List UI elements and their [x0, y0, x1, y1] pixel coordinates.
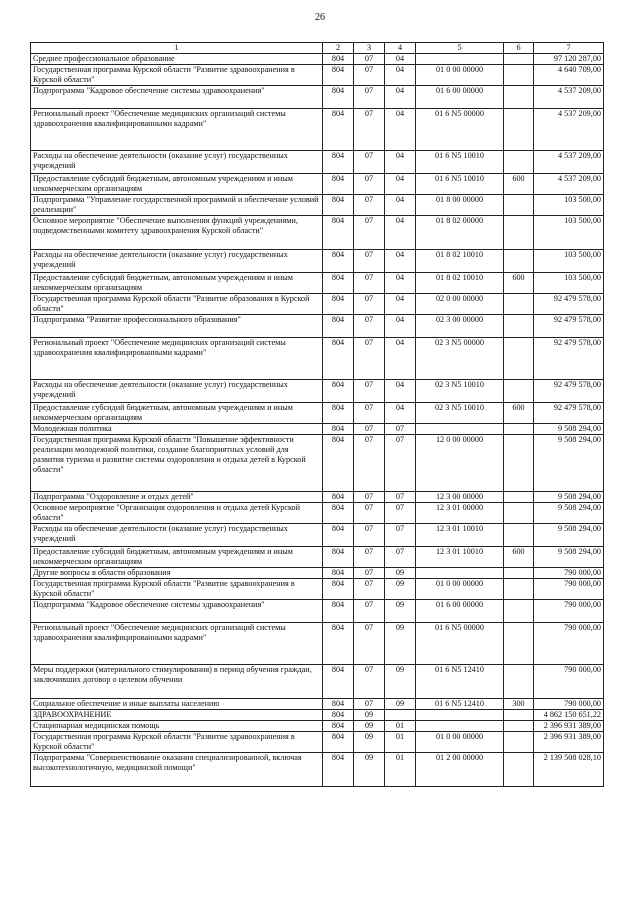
target-item-cell: 02 3 N5 10010	[416, 380, 504, 403]
table-row	[31, 424, 604, 435]
expense-type-cell	[504, 623, 534, 665]
row-name-cell: Социальное обеспечение и иные выплаты населению	[31, 699, 323, 710]
table-row	[31, 174, 604, 195]
subsection-code-cell: 04	[385, 86, 416, 109]
page-number: 26	[315, 12, 325, 23]
subsection-code-cell: 07	[385, 524, 416, 547]
expense-type-cell	[504, 568, 534, 579]
ministry-code-cell: 804	[323, 216, 354, 250]
row-name-cell: Предоставление субсидий бюджетным, автономным учреждениям и иным некоммерческим организациям	[31, 273, 323, 294]
target-item-cell: 12 0 00 00000	[416, 435, 504, 492]
subsection-code-cell: 04	[385, 403, 416, 424]
target-item-cell: 02 3 N5 00000	[416, 338, 504, 380]
amount-cell: 92 479 578,00	[534, 294, 604, 315]
subsection-code-cell: 09	[385, 623, 416, 665]
section-code-cell: 07	[354, 524, 385, 547]
expense-type-cell	[504, 250, 534, 273]
budget-table	[30, 42, 604, 787]
row-name-cell: Региональный проект "Обеспечение медицинских организаций системы здравоохранения квалифицированными кадрами"	[31, 338, 323, 380]
ministry-code-cell: 804	[323, 492, 354, 503]
table-row	[31, 547, 604, 568]
expense-type-cell: 300	[504, 699, 534, 710]
subsection-code-cell: 04	[385, 54, 416, 65]
expense-type-cell	[504, 338, 534, 380]
amount-cell: 4 862 150 651,22	[534, 710, 604, 721]
section-code-cell: 07	[354, 503, 385, 524]
column-header: 6	[504, 43, 534, 54]
row-name-cell: Государственная программа Курской области "Развитие здравоохранения в Курской области"	[31, 732, 323, 753]
expense-type-cell	[504, 600, 534, 623]
table-row	[31, 600, 604, 623]
section-code-cell: 07	[354, 492, 385, 503]
ministry-code-cell: 804	[323, 109, 354, 151]
amount-cell: 9 508 294,00	[534, 435, 604, 492]
amount-cell: 9 508 294,00	[534, 424, 604, 435]
subsection-code-cell: 01	[385, 721, 416, 732]
section-code-cell: 07	[354, 403, 385, 424]
table-row	[31, 250, 604, 273]
target-item-cell: 12 3 01 10010	[416, 524, 504, 547]
amount-cell: 2 396 931 389,00	[534, 721, 604, 732]
ministry-code-cell: 804	[323, 294, 354, 315]
expense-type-cell	[504, 732, 534, 753]
subsection-code-cell: 04	[385, 338, 416, 380]
amount-cell: 9 508 294,00	[534, 503, 604, 524]
section-code-cell: 07	[354, 623, 385, 665]
section-code-cell: 07	[354, 568, 385, 579]
subsection-code-cell: 04	[385, 273, 416, 294]
table-row	[31, 273, 604, 294]
table-row	[31, 403, 604, 424]
target-item-cell: 01 0 00 00000	[416, 732, 504, 753]
target-item-cell: 12 3 01 10010	[416, 547, 504, 568]
target-item-cell: 12 3 01 00000	[416, 503, 504, 524]
amount-cell: 9 508 294,00	[534, 547, 604, 568]
expense-type-cell	[504, 435, 534, 492]
target-item-cell	[416, 721, 504, 732]
table-row	[31, 315, 604, 338]
subsection-code-cell: 04	[385, 174, 416, 195]
table-row	[31, 380, 604, 403]
column-header: 5	[416, 43, 504, 54]
amount-cell: 790 000,00	[534, 699, 604, 710]
expense-type-cell	[504, 86, 534, 109]
ministry-code-cell: 804	[323, 250, 354, 273]
subsection-code-cell: 04	[385, 151, 416, 174]
table-row	[31, 732, 604, 753]
subsection-code-cell	[385, 710, 416, 721]
column-header: 4	[385, 43, 416, 54]
amount-cell: 4 537 209,00	[534, 86, 604, 109]
target-item-cell: 01 8 02 10010	[416, 250, 504, 273]
row-name-cell: Государственная программа Курской области "Развитие здравоохранения в Курской области"	[31, 579, 323, 600]
expense-type-cell: 600	[504, 547, 534, 568]
target-item-cell: 01 6 N5 12410	[416, 699, 504, 710]
amount-cell: 92 479 578,00	[534, 315, 604, 338]
section-code-cell: 07	[354, 294, 385, 315]
section-code-cell: 07	[354, 547, 385, 568]
section-code-cell: 09	[354, 721, 385, 732]
table-row	[31, 579, 604, 600]
ministry-code-cell: 804	[323, 403, 354, 424]
column-header: 2	[323, 43, 354, 54]
row-name-cell: Подпрограмма "Оздоровление и отдых детей"	[31, 492, 323, 503]
ministry-code-cell: 804	[323, 547, 354, 568]
subsection-code-cell: 09	[385, 600, 416, 623]
ministry-code-cell: 804	[323, 623, 354, 665]
ministry-code-cell: 804	[323, 435, 354, 492]
table-row	[31, 195, 604, 216]
row-name-cell: Предоставление субсидий бюджетным, автономным учреждениям и иным некоммерческим организациям	[31, 403, 323, 424]
section-code-cell: 09	[354, 753, 385, 787]
target-item-cell: 01 2 00 00000	[416, 753, 504, 787]
target-item-cell: 01 6 N5 00000	[416, 109, 504, 151]
target-item-cell: 01 6 N5 12410	[416, 665, 504, 699]
ministry-code-cell: 804	[323, 503, 354, 524]
section-code-cell: 09	[354, 710, 385, 721]
table-row	[31, 109, 604, 151]
subsection-code-cell: 07	[385, 435, 416, 492]
subsection-code-cell: 09	[385, 579, 416, 600]
expense-type-cell: 600	[504, 273, 534, 294]
expense-type-cell	[504, 424, 534, 435]
subsection-code-cell: 09	[385, 568, 416, 579]
row-name-cell: Основное мероприятие "Обеспечение выполнения функций учреждениями, подведомственными комитету здравоохранения Курской области"	[31, 216, 323, 250]
expense-type-cell: 600	[504, 174, 534, 195]
subsection-code-cell: 09	[385, 665, 416, 699]
table-row	[31, 492, 604, 503]
row-name-cell: Расходы на обеспечение деятельности (оказание услуг) государственных учреждений	[31, 380, 323, 403]
section-code-cell: 07	[354, 338, 385, 380]
section-code-cell: 07	[354, 250, 385, 273]
amount-cell: 9 508 294,00	[534, 524, 604, 547]
target-item-cell: 02 3 00 00000	[416, 315, 504, 338]
target-item-cell	[416, 424, 504, 435]
row-name-cell: Расходы на обеспечение деятельности (оказание услуг) государственных учреждений	[31, 524, 323, 547]
table-row	[31, 699, 604, 710]
row-name-cell: Основное мероприятие "Организация оздоровления и отдыха детей Курской области"	[31, 503, 323, 524]
amount-cell: 103 500,00	[534, 216, 604, 250]
ministry-code-cell: 804	[323, 753, 354, 787]
section-code-cell: 07	[354, 315, 385, 338]
table-row	[31, 86, 604, 109]
expense-type-cell	[504, 579, 534, 600]
section-code-cell: 07	[354, 435, 385, 492]
amount-cell: 4 640 709,00	[534, 65, 604, 86]
target-item-cell: 01 6 N5 00000	[416, 623, 504, 665]
expense-type-cell	[504, 753, 534, 787]
ministry-code-cell: 804	[323, 86, 354, 109]
subsection-code-cell: 04	[385, 65, 416, 86]
row-name-cell: Государственная программа Курской области "Повышение эффективности реализации молодежной политики, создание благоприятных условий для развития туризма и развитие системы оздоровления и отдыха детей в Курской области"	[31, 435, 323, 492]
row-name-cell: Подпрограмма "Развитие профессионального образования"	[31, 315, 323, 338]
amount-cell: 103 500,00	[534, 250, 604, 273]
expense-type-cell	[504, 503, 534, 524]
section-code-cell: 07	[354, 195, 385, 216]
expense-type-cell	[504, 315, 534, 338]
ministry-code-cell: 804	[323, 424, 354, 435]
amount-cell: 4 537 209,00	[534, 109, 604, 151]
amount-cell: 790 000,00	[534, 623, 604, 665]
amount-cell: 2 396 931 389,00	[534, 732, 604, 753]
section-code-cell: 07	[354, 86, 385, 109]
amount-cell: 2 139 508 028,10	[534, 753, 604, 787]
column-header-row	[31, 43, 604, 54]
ministry-code-cell: 804	[323, 732, 354, 753]
row-name-cell: Подпрограмма "Кадровое обеспечение системы здравоохранения"	[31, 600, 323, 623]
ministry-code-cell: 804	[323, 195, 354, 216]
target-item-cell: 01 8 00 00000	[416, 195, 504, 216]
subsection-code-cell: 07	[385, 492, 416, 503]
subsection-code-cell: 09	[385, 699, 416, 710]
row-name-cell: Расходы на обеспечение деятельности (оказание услуг) государственных учреждений	[31, 250, 323, 273]
table-row	[31, 568, 604, 579]
amount-cell: 92 479 578,00	[534, 403, 604, 424]
ministry-code-cell: 804	[323, 699, 354, 710]
row-name-cell: Другие вопросы в области образования	[31, 568, 323, 579]
ministry-code-cell: 804	[323, 65, 354, 86]
expense-type-cell: 600	[504, 403, 534, 424]
ministry-code-cell: 804	[323, 273, 354, 294]
table-row	[31, 54, 604, 65]
subsection-code-cell: 04	[385, 315, 416, 338]
section-code-cell: 07	[354, 424, 385, 435]
ministry-code-cell: 804	[323, 54, 354, 65]
row-name-cell: Региональный проект "Обеспечение медицинских организаций системы здравоохранения квалифицированными кадрами"	[31, 623, 323, 665]
column-header: 7	[534, 43, 604, 54]
expense-type-cell	[504, 109, 534, 151]
table-row	[31, 753, 604, 787]
table-row	[31, 524, 604, 547]
amount-cell: 4 537 209,00	[534, 151, 604, 174]
subsection-code-cell: 07	[385, 503, 416, 524]
amount-cell: 103 500,00	[534, 195, 604, 216]
amount-cell: 790 000,00	[534, 665, 604, 699]
expense-type-cell	[504, 195, 534, 216]
target-item-cell: 01 0 00 00000	[416, 579, 504, 600]
subsection-code-cell: 04	[385, 216, 416, 250]
target-item-cell: 01 0 00 00000	[416, 65, 504, 86]
table-row	[31, 710, 604, 721]
ministry-code-cell: 804	[323, 524, 354, 547]
expense-type-cell	[504, 380, 534, 403]
expense-type-cell	[504, 54, 534, 65]
row-name-cell: Подпрограмма "Управление государственной программой и обеспечение условий реализации"	[31, 195, 323, 216]
amount-cell: 97 120 287,00	[534, 54, 604, 65]
target-item-cell	[416, 54, 504, 65]
ministry-code-cell: 804	[323, 568, 354, 579]
section-code-cell: 07	[354, 665, 385, 699]
target-item-cell: 01 6 00 00000	[416, 86, 504, 109]
ministry-code-cell: 804	[323, 721, 354, 732]
amount-cell: 790 000,00	[534, 600, 604, 623]
expense-type-cell	[504, 665, 534, 699]
column-header: 1	[31, 43, 323, 54]
amount-cell: 9 508 294,00	[534, 492, 604, 503]
table-row	[31, 216, 604, 250]
subsection-code-cell: 04	[385, 109, 416, 151]
target-item-cell: 02 0 00 00000	[416, 294, 504, 315]
target-item-cell: 01 6 N5 10010	[416, 174, 504, 195]
ministry-code-cell: 804	[323, 665, 354, 699]
row-name-cell: Молодежная политика	[31, 424, 323, 435]
target-item-cell: 02 3 N5 10010	[416, 403, 504, 424]
section-code-cell: 07	[354, 54, 385, 65]
ministry-code-cell: 804	[323, 579, 354, 600]
target-item-cell: 01 6 00 00000	[416, 600, 504, 623]
row-name-cell: Региональный проект "Обеспечение медицинских организаций системы здравоохранения квалифицированными кадрами"	[31, 109, 323, 151]
section-code-cell: 07	[354, 174, 385, 195]
table-row	[31, 623, 604, 665]
expense-type-cell	[504, 216, 534, 250]
target-item-cell	[416, 568, 504, 579]
table-row	[31, 151, 604, 174]
subsection-code-cell: 01	[385, 753, 416, 787]
section-code-cell: 07	[354, 151, 385, 174]
target-item-cell: 12 3 00 00000	[416, 492, 504, 503]
target-item-cell: 01 8 02 00000	[416, 216, 504, 250]
ministry-code-cell: 804	[323, 380, 354, 403]
subsection-code-cell: 01	[385, 732, 416, 753]
row-name-cell: ЗДРАВООХРАНЕНИЕ	[31, 710, 323, 721]
section-code-cell: 07	[354, 273, 385, 294]
ministry-code-cell: 804	[323, 600, 354, 623]
ministry-code-cell: 804	[323, 151, 354, 174]
amount-cell: 92 479 578,00	[534, 380, 604, 403]
table-row	[31, 65, 604, 86]
expense-type-cell	[504, 524, 534, 547]
subsection-code-cell: 07	[385, 424, 416, 435]
section-code-cell: 07	[354, 579, 385, 600]
target-item-cell	[416, 710, 504, 721]
subsection-code-cell: 07	[385, 547, 416, 568]
expense-type-cell	[504, 65, 534, 86]
row-name-cell: Расходы на обеспечение деятельности (оказание услуг) государственных учреждений	[31, 151, 323, 174]
table-row	[31, 503, 604, 524]
expense-type-cell	[504, 294, 534, 315]
section-code-cell: 09	[354, 732, 385, 753]
row-name-cell: Меры поддержки (материального стимулирования) в период обучения граждан, заключивших договор о целевом обучении	[31, 665, 323, 699]
row-name-cell: Стационарная медицинская помощь	[31, 721, 323, 732]
ministry-code-cell: 804	[323, 338, 354, 380]
table-row	[31, 665, 604, 699]
amount-cell: 92 479 578,00	[534, 338, 604, 380]
row-name-cell: Подпрограмма "Кадровое обеспечение системы здравоохранения"	[31, 86, 323, 109]
target-item-cell: 01 8 02 10010	[416, 273, 504, 294]
section-code-cell: 07	[354, 109, 385, 151]
subsection-code-cell: 04	[385, 250, 416, 273]
table-row	[31, 435, 604, 492]
table-row	[31, 338, 604, 380]
row-name-cell: Предоставление субсидий бюджетным, автономным учреждениям и иным некоммерческим организациям	[31, 174, 323, 195]
section-code-cell: 07	[354, 216, 385, 250]
amount-cell: 103 500,00	[534, 273, 604, 294]
row-name-cell: Среднее профессиональное образование	[31, 54, 323, 65]
expense-type-cell	[504, 151, 534, 174]
row-name-cell: Государственная программа Курской области "Развитие образования в Курской области"	[31, 294, 323, 315]
expense-type-cell	[504, 721, 534, 732]
ministry-code-cell: 804	[323, 710, 354, 721]
budget-table-body	[31, 54, 604, 787]
subsection-code-cell: 04	[385, 195, 416, 216]
expense-type-cell	[504, 710, 534, 721]
subsection-code-cell: 04	[385, 294, 416, 315]
amount-cell: 4 537 209,00	[534, 174, 604, 195]
amount-cell: 790 000,00	[534, 568, 604, 579]
section-code-cell: 07	[354, 65, 385, 86]
section-code-cell: 07	[354, 380, 385, 403]
section-code-cell: 07	[354, 699, 385, 710]
target-item-cell: 01 6 N5 10010	[416, 151, 504, 174]
subsection-code-cell: 04	[385, 380, 416, 403]
row-name-cell: Подпрограмма "Совершенствование оказания специализированной, включая высокотехнологичную, медицинской помощи"	[31, 753, 323, 787]
column-header: 3	[354, 43, 385, 54]
row-name-cell: Предоставление субсидий бюджетным, автономным учреждениям и иным некоммерческим организациям	[31, 547, 323, 568]
table-row	[31, 294, 604, 315]
ministry-code-cell: 804	[323, 315, 354, 338]
row-name-cell: Государственная программа Курской области "Развитие здравоохранения в Курской области"	[31, 65, 323, 86]
table-row	[31, 721, 604, 732]
section-code-cell: 07	[354, 600, 385, 623]
ministry-code-cell: 804	[323, 174, 354, 195]
amount-cell: 790 000,00	[534, 579, 604, 600]
expense-type-cell	[504, 492, 534, 503]
